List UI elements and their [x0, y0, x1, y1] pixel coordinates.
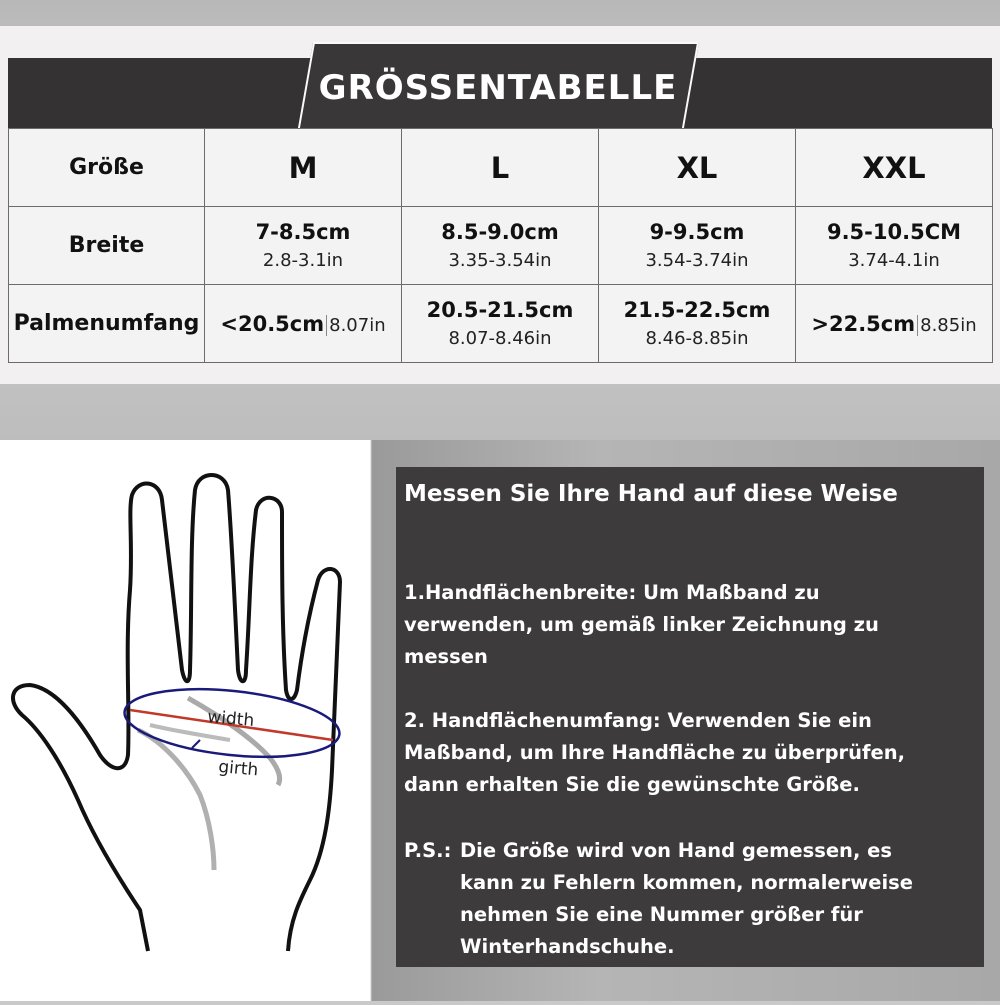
- cell-cm: 9.5-10.5CM: [826, 220, 962, 244]
- header-label-cell: [9, 129, 205, 207]
- hand-illustration-area: [0, 440, 370, 1001]
- cell-inch: 8.07-8.46in: [448, 328, 552, 349]
- ps-text: Die Größe wird von Hand gemessen, es kann zu Fehlern kommen, normalerweise nehmen Sie eine Nummer größer für Winterhandschuhe.: [460, 839, 913, 958]
- table-row: [9, 285, 993, 363]
- table-row: [9, 207, 993, 285]
- table-cell: [599, 285, 796, 363]
- cell-cm: 8.5-9.0cm: [441, 220, 559, 244]
- size-label-xl: XL: [676, 150, 718, 185]
- size-label-l: L: [490, 150, 510, 185]
- row-label-cell: [9, 207, 205, 285]
- cell-cm: 7-8.5cm: [255, 220, 351, 244]
- measurement-instructions-box: [396, 467, 984, 967]
- hand-outline-icon: [0, 440, 370, 1001]
- table-cell: [402, 285, 599, 363]
- cell-inch: 8.07in: [326, 315, 386, 336]
- inline-value: [811, 312, 976, 336]
- cell-cm: <20.5cm: [220, 311, 325, 336]
- cell-inch: 3.54-3.74in: [645, 250, 749, 271]
- size-table: [8, 128, 993, 363]
- row-label-palmenumfang: Palmenumfang: [13, 311, 200, 336]
- instruction-step-2: 2. Handflächenumfang: Verwenden Sie ein Maßband, um Ihre Handfläche zu überprüfen, dann erhalten Sie die gewünschte Größe.: [404, 709, 906, 796]
- cell-inch: 3.35-3.54in: [448, 250, 552, 271]
- table-cell: [796, 207, 993, 285]
- size-label-m: M: [288, 150, 318, 185]
- instructions-title: Messen Sie Ihre Hand auf diese Weise: [404, 481, 898, 507]
- row-label-breite: Breite: [68, 233, 145, 258]
- size-cell-xxl: [796, 129, 993, 207]
- size-cell-xl: [599, 129, 796, 207]
- table-cell: [205, 285, 402, 363]
- cell-inch: 3.74-4.1in: [848, 250, 940, 271]
- size-label-xxl: XXL: [862, 150, 926, 185]
- size-chart-title: GRÖSSENTABELLE: [318, 68, 678, 108]
- cell-inch: 2.8-3.1in: [262, 250, 344, 271]
- cell-inch: 8.46-8.85in: [645, 328, 749, 349]
- table-row: [9, 129, 993, 207]
- ps-label: P.S.:: [404, 839, 452, 862]
- instruction-step-1: 1.Handflächenbreite: Um Maßband zu verwenden, um gemäß linker Zeichnung zu messen: [404, 581, 879, 668]
- inline-value: [220, 312, 385, 336]
- size-cell-m: [205, 129, 402, 207]
- cell-cm: 20.5-21.5cm: [426, 298, 574, 322]
- table-cell: [599, 207, 796, 285]
- cell-cm: >22.5cm: [811, 311, 916, 336]
- size-cell-l: [402, 129, 599, 207]
- girth-label: girth: [217, 757, 260, 781]
- row-label-cell: [9, 285, 205, 363]
- width-label: width: [206, 707, 255, 732]
- table-cell: [402, 207, 599, 285]
- size-header-label: Größe: [69, 155, 144, 180]
- table-cell: [205, 207, 402, 285]
- cell-inch: 8.85in: [917, 315, 977, 336]
- cell-cm: 21.5-22.5cm: [623, 298, 771, 322]
- cell-cm: 9-9.5cm: [649, 220, 745, 244]
- table-cell: [796, 285, 993, 363]
